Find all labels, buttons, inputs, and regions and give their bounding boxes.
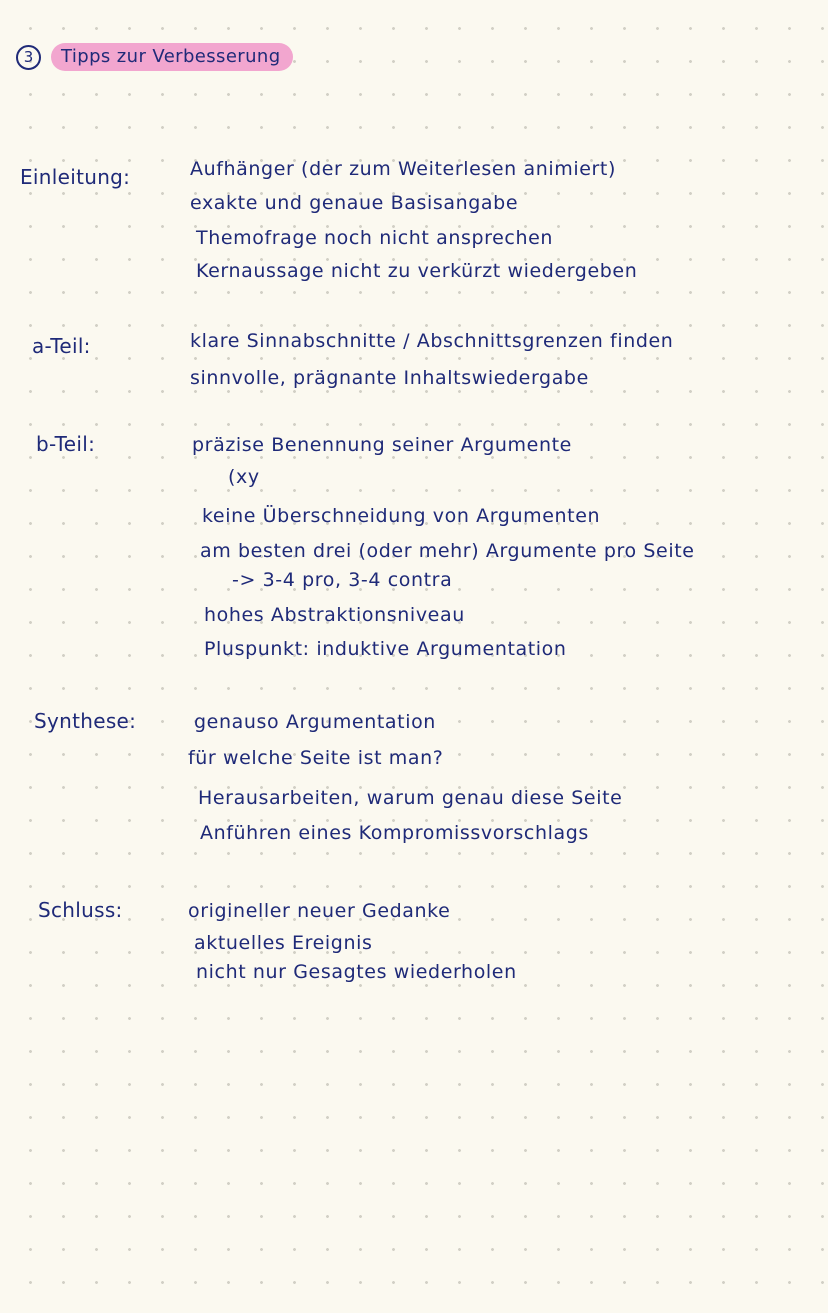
list-item: -> 3-4 pro, 3-4 contra xyxy=(232,569,453,591)
list-item: origineller neuer Gedanke xyxy=(188,900,451,922)
list-item: hohes Abstraktionsniveau xyxy=(204,604,465,626)
section-number-badge xyxy=(16,45,41,70)
list-item: nicht nur Gesagtes wiederholen xyxy=(196,961,517,983)
section-label: Schluss: xyxy=(38,898,123,922)
list-item: sinnvolle, prägnante Inhaltswiedergabe xyxy=(190,367,589,389)
list-item: klare Sinnabschnitte / Abschnittsgrenzen finden xyxy=(190,330,674,352)
section-label: a-Teil: xyxy=(32,334,91,358)
list-item: aktuelles Ereignis xyxy=(194,932,373,954)
list-item: am besten drei (oder mehr) Argumente pro Seite xyxy=(200,540,695,562)
section-title: Tipps zur Verbesserung xyxy=(51,43,293,72)
section-header xyxy=(16,40,293,74)
section-label: Einleitung: xyxy=(20,165,131,189)
list-item: (xy xyxy=(228,466,260,488)
list-item: für welche Seite ist man? xyxy=(188,747,444,769)
section-label: b-Teil: xyxy=(36,432,96,456)
list-item: Themofrage noch nicht ansprechen xyxy=(196,227,554,249)
list-item: Pluspunkt: induktive Argumentation xyxy=(204,638,567,660)
section-label: Synthese: xyxy=(34,709,137,733)
list-item: genauso Argumentation xyxy=(194,711,436,733)
list-item: Herausarbeiten, warum genau diese Seite xyxy=(198,787,623,809)
section-number: 3 xyxy=(23,48,34,66)
list-item: Kernaussage nicht zu verkürzt wiedergeben xyxy=(196,260,638,282)
list-item: Anführen eines Kompromissvorschlags xyxy=(200,822,589,844)
list-item: exakte und genaue Basisangabe xyxy=(190,192,519,214)
list-item: keine Überschneidung von Argumenten xyxy=(202,505,601,527)
list-item: präzise Benennung seiner Argumente xyxy=(192,434,572,456)
list-item: Aufhänger (der zum Weiterlesen animiert) xyxy=(190,158,616,180)
